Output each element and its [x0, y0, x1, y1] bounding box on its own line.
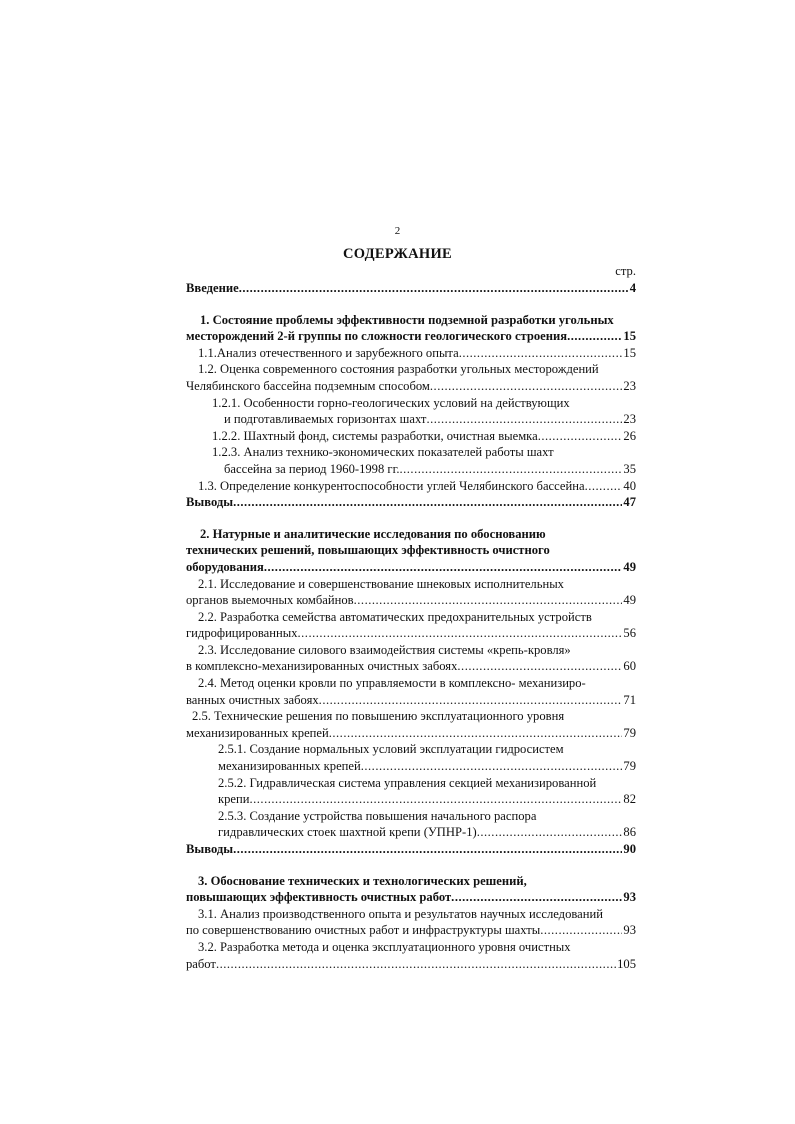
- toc-entry: 2. Натурные и аналитические исследования по обоснованию: [200, 526, 546, 541]
- toc-entry: крепи ..... 82: [186, 791, 636, 808]
- toc-entry: 1.1.Анализ отечественного и зарубежного опыта ..... 15: [186, 345, 636, 362]
- toc-entry: работ ..... 105: [186, 956, 636, 973]
- toc-entry: гидравлических стоек шахтной крепи (УПНР-1) ..... 86: [186, 824, 636, 841]
- toc-entry: оборудования ..... 49: [186, 559, 636, 576]
- toc-entry: по совершенствованию очистных работ и инфраструктуры шахты ..... 93: [186, 922, 636, 939]
- toc-entry: 3.1. Анализ производственного опыта и результатов научных исследований: [198, 906, 603, 921]
- toc-entry: технических решений, повышающих эффективность очистного: [186, 543, 550, 558]
- toc-entry: механизированных крепей ..... 79: [186, 725, 636, 742]
- toc-entry: ванных очистных забоях ..... 71: [186, 692, 636, 709]
- toc-entry: 2.5.2. Гидравлическая система управления секцией механизированной: [218, 775, 597, 790]
- toc-entry: 2.5. Технические решения по повышению эксплуатационного уровня: [192, 709, 565, 724]
- page-column-label: стр.: [615, 264, 636, 278]
- toc-entry: 3.2. Разработка метода и оценка эксплуатационного уровня очистных: [198, 939, 571, 954]
- toc-entry: Введение ..... 4: [186, 280, 636, 297]
- page-number: 2: [394, 225, 401, 237]
- toc-entry: 2.5.3. Создание устройства повышения начального распора: [218, 808, 537, 823]
- toc-entry: бассейна за период 1960-1998 гг. ..... 35: [186, 461, 636, 478]
- toc-entry: органов выемочных комбайнов ..... 49: [186, 592, 636, 609]
- toc-entry: 1.2.2. Шахтный фонд, системы разработки, очистная выемка ..... 26: [186, 428, 636, 445]
- toc-entry: и подготавливаемых горизонтах шахт ..... 23: [186, 411, 636, 428]
- toc-entry: 3. Обоснование технических и технологических решений,: [198, 873, 527, 888]
- toc-entry: гидрофицированных ..... 56: [186, 625, 636, 642]
- table-of-contents: [186, 263, 636, 972]
- toc-entry: повышающих эффективность очистных работ ..... 93: [186, 889, 636, 906]
- toc-entry: месторождений 2-й группы по сложности геологического строения ..... 15: [186, 328, 636, 345]
- toc-entry: 2.2. Разработка семейства автоматических предохранительных устройств: [198, 609, 592, 624]
- toc-entry: 2.4. Метод оценки кровли по управляемости в комплексно- механизиро-: [198, 676, 586, 691]
- toc-entry: 1.2. Оценка современного состояния разработки угольных месторождений: [198, 362, 599, 377]
- toc-entry: 1.2.1. Особенности горно-геологических условий на действующих: [212, 395, 570, 410]
- toc-entry: 2.3. Исследование силового взаимодействия системы «крепь-кровля»: [198, 642, 571, 657]
- toc-entry: Выводы ..... 47: [186, 494, 636, 511]
- toc-entry: механизированных крепей ..... 79: [186, 758, 636, 775]
- toc-entry: 1.2.3. Анализ технико-экономических показателей работы шахт: [212, 445, 554, 460]
- toc-entry: в комплексно-механизированных очистных забоях ..... 60: [186, 658, 636, 675]
- page-title: СОДЕРЖАНИЕ: [342, 246, 453, 262]
- toc-entry: 2.1. Исследование и совершенствование шнековых исполнительных: [198, 576, 564, 591]
- toc-entry: 2.5.1. Создание нормальных условий эксплуатации гидросистем: [218, 742, 564, 757]
- toc-entry: 1. Состояние проблемы эффективности подземной разработки угольных: [200, 312, 614, 327]
- toc-entry: Челябинского бассейна подземным способом ..... 23: [186, 378, 636, 395]
- toc-entry: 1.3. Определение конкурентоспособности углей Челябинского бассейна ..... 40: [186, 478, 636, 495]
- toc-entry: Выводы ..... 90: [186, 841, 636, 858]
